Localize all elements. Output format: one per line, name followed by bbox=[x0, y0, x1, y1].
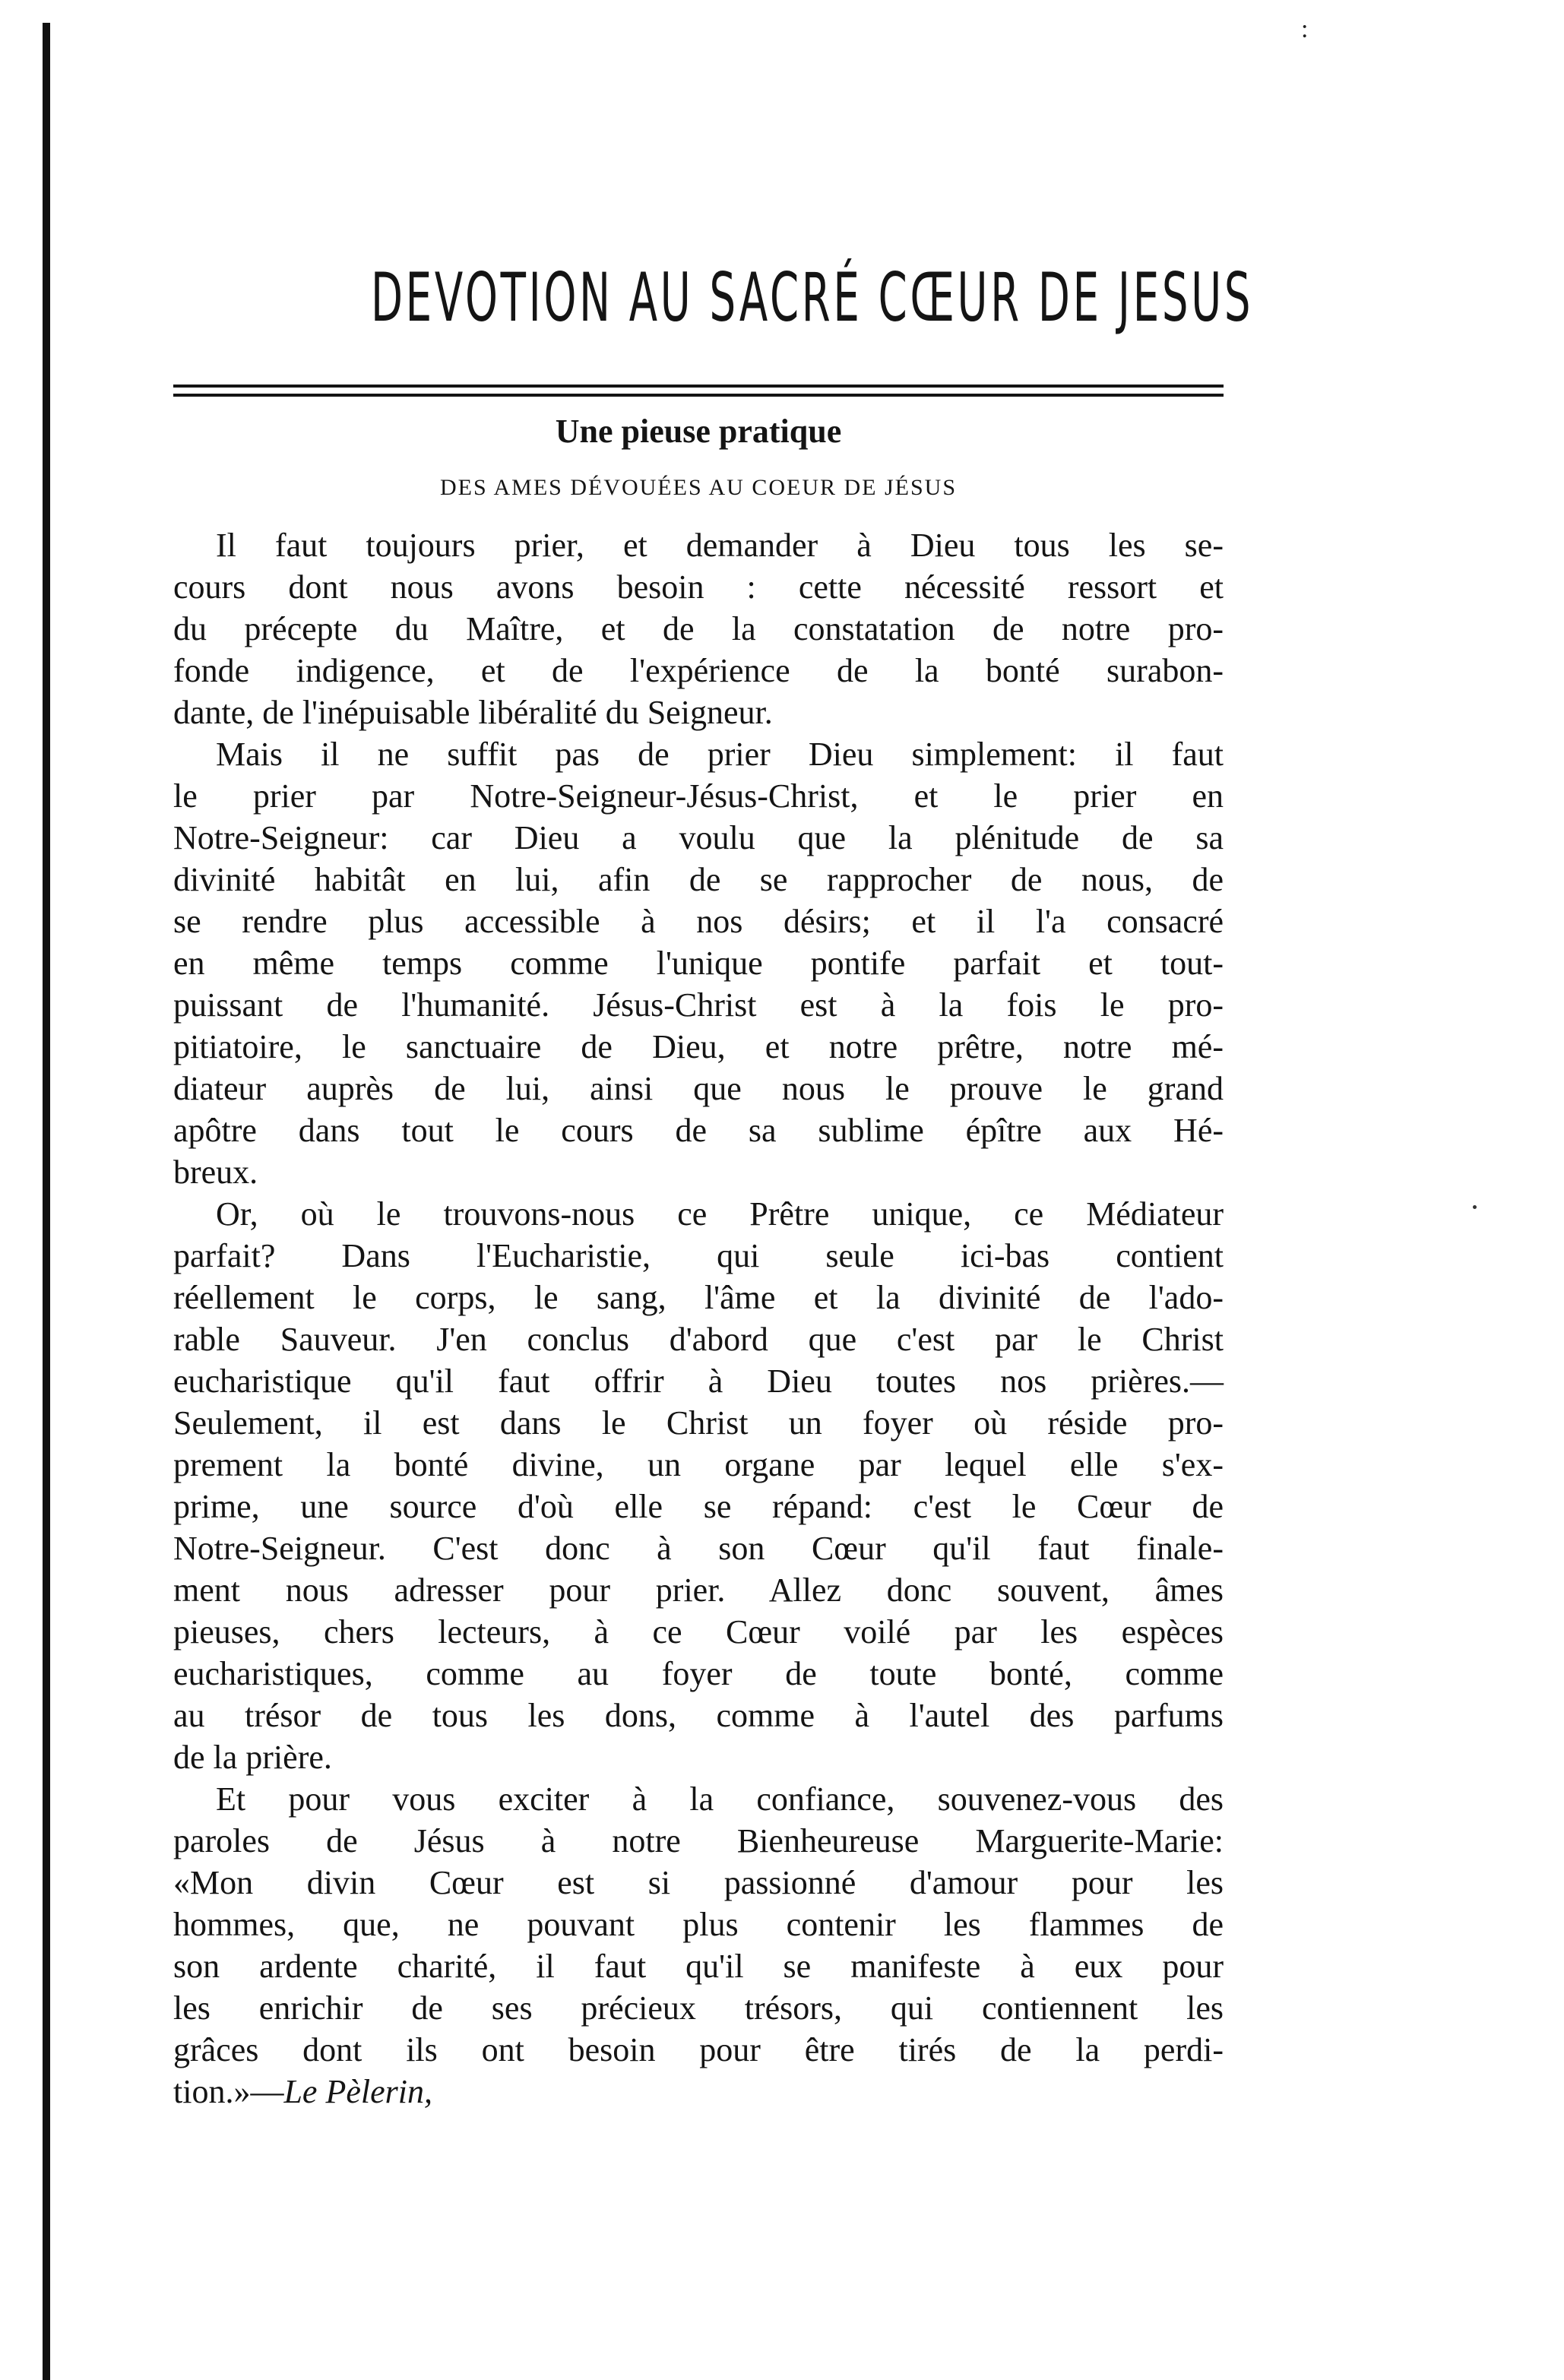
body-line: prement la bonté divine, un organe par lequel elle s'ex- bbox=[173, 1446, 1224, 1483]
body-line: hommes, que, ne pouvant plus contenir les flammes de bbox=[173, 1906, 1224, 1943]
article-subtitle: Une pieuse pratique bbox=[555, 413, 842, 450]
body-line: Il faut toujours prier, et demander à Dieu tous les se- bbox=[216, 527, 1224, 564]
body-line: apôtre dans tout le cours de sa sublime épître aux Hé- bbox=[173, 1112, 1224, 1149]
body-line: fonde indigence, et de l'expérience de la bonté surabon- bbox=[173, 652, 1224, 689]
body-last-line bbox=[173, 2071, 1224, 2113]
body-line: cours dont nous avons besoin : cette nécessité ressort et bbox=[173, 568, 1224, 606]
stray-dot bbox=[1473, 1205, 1477, 1209]
body-line: son ardente charité, il faut qu'il se manifeste à eux pour bbox=[173, 1948, 1224, 1985]
body-line: Notre-Seigneur. C'est donc à son Cœur qu'il faut finale- bbox=[173, 1530, 1224, 1567]
body-line: dante, de l'inépuisable libéralité du Seigneur. bbox=[173, 694, 773, 731]
body-line: prime, une source d'où elle se répand: c'est le Cœur de bbox=[173, 1488, 1224, 1525]
body-line: grâces dont ils ont besoin pour être tirés de la perdi- bbox=[173, 2031, 1224, 2068]
body-line: du précepte du Maître, et de la constatation de notre pro- bbox=[173, 610, 1224, 647]
body-line: eucharistiques, comme au foyer de toute bonté, comme bbox=[173, 1655, 1224, 1692]
body-line: réellement le corps, le sang, l'âme et la divinité de l'ado- bbox=[173, 1279, 1224, 1316]
body-line: divinité habitât en lui, afin de se rapprocher de nous, de bbox=[173, 861, 1224, 898]
body-line: les enrichir de ses précieux trésors, qui contiennent les bbox=[173, 1989, 1224, 2027]
article-body bbox=[173, 524, 1224, 2113]
body-line: tion.»— bbox=[173, 2073, 284, 2110]
page-gutter-bar bbox=[43, 23, 50, 2380]
body-line: se rendre plus accessible à nos désirs; et il l'a consacré bbox=[173, 903, 1224, 940]
body-line: breux. bbox=[173, 1154, 258, 1191]
body-line: Notre-Seigneur: car Dieu a voulu que la plénitude de sa bbox=[173, 819, 1224, 856]
body-line: pieuses, chers lecteurs, à ce Cœur voilé par les espèces bbox=[173, 1613, 1224, 1650]
body-line: au trésor de tous les dons, comme à l'autel des parfums bbox=[173, 1697, 1224, 1734]
body-line: Or, où le trouvons-nous ce Prêtre unique, ce Médiateur bbox=[216, 1195, 1224, 1233]
body-line: rable Sauveur. J'en conclus d'abord que c'est par le Christ bbox=[173, 1321, 1224, 1358]
body-line: le prier par Notre-Seigneur-Jésus-Christ, et le prier en bbox=[173, 777, 1224, 815]
body-line: pitiatoire, le sanctuaire de Dieu, et notre prêtre, notre mé- bbox=[173, 1028, 1224, 1065]
body-line: de la prière. bbox=[173, 1739, 332, 1776]
body-line: puissant de l'humanité. Jésus-Christ est à la fois le pro- bbox=[173, 986, 1224, 1024]
body-line: en même temps comme l'unique pontife parfait et tout- bbox=[173, 945, 1224, 982]
page-mark: : bbox=[1301, 15, 1309, 43]
article-kicker: DES AMES DÉVOUÉES AU COEUR DE JÉSUS bbox=[439, 475, 958, 500]
body-line: parfait? Dans l'Eucharistie, qui seule ici-bas contient bbox=[173, 1237, 1224, 1274]
body-line: Et pour vous exciter à la confiance, souvenez-vous des bbox=[216, 1780, 1224, 1818]
body-line: diateur auprès de lui, ainsi que nous le prouve le grand bbox=[173, 1070, 1224, 1107]
article-title: DEVOTION AU SACRÉ CŒUR DE JESUS bbox=[370, 258, 1254, 337]
body-line: eucharistique qu'il faut offrir à Dieu toutes nos prières.— bbox=[173, 1362, 1224, 1400]
title-rule-bottom bbox=[173, 394, 1224, 397]
title-rule-top bbox=[173, 385, 1224, 388]
body-line: «Mon divin Cœur est si passionné d'amour pour les bbox=[173, 1864, 1224, 1901]
body-line: ment nous adresser pour prier. Allez donc souvent, âmes bbox=[173, 1571, 1224, 1609]
body-line: Mais il ne suffit pas de prier Dieu simplement: il faut bbox=[216, 736, 1224, 773]
body-line: Seulement, il est dans le Christ un foyer où réside pro- bbox=[173, 1404, 1224, 1442]
source-credit: Le Pèlerin, bbox=[283, 2073, 432, 2110]
body-line: paroles de Jésus à notre Bienheureuse Marguerite-Marie: bbox=[173, 1822, 1224, 1859]
